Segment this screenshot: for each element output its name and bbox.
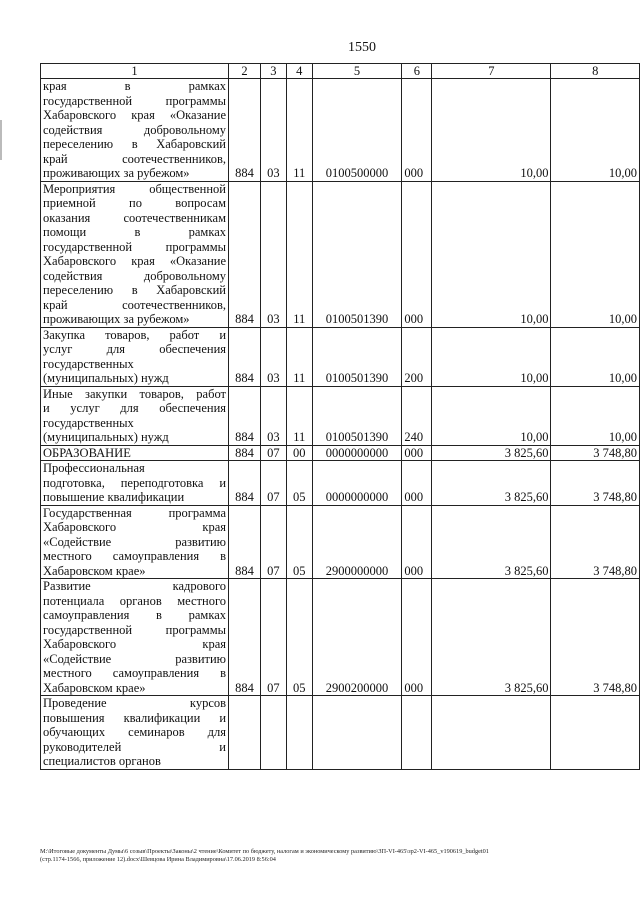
table-row (41, 579, 640, 696)
subsection-code-cell: 05 (286, 461, 312, 506)
amount-year1-cell: 3 825,60 (432, 461, 551, 506)
row-name-line: государственной программы (43, 622, 227, 637)
row-name-line: Государственная программа (43, 505, 227, 520)
row-name-line: подготовка, переподготовка и (43, 475, 227, 490)
amount-year1-cell: 3 825,60 (432, 579, 551, 696)
row-name-line: услуг для обеспечения (43, 342, 227, 356)
table-row (41, 505, 640, 579)
row-name-cell (41, 181, 229, 327)
amount-year1-cell: 10,00 (432, 79, 551, 182)
section-code-cell: 07 (260, 445, 286, 461)
amount-year2-cell: 10,00 (551, 181, 640, 327)
row-name-line: край соотечественников, (43, 297, 227, 312)
row-name-line: Развитие кадрового (43, 579, 227, 593)
table-row (41, 386, 640, 445)
row-name-line: повышение квалификации (43, 490, 185, 504)
amount-year2-cell: 10,00 (551, 386, 640, 445)
row-name-line: Профессиональная (43, 461, 145, 475)
section-code-cell: 03 (260, 181, 286, 327)
admin-code-cell: 884 (229, 181, 261, 327)
column-header: 5 (312, 64, 402, 79)
section-code-cell: 03 (260, 79, 286, 182)
amount-year2-cell: 10,00 (551, 79, 640, 182)
column-header: 4 (286, 64, 312, 79)
expense-type-cell: 200 (402, 327, 432, 386)
admin-code-cell: 884 (229, 386, 261, 445)
column-header: 1 (41, 64, 229, 79)
amount-year2-cell (551, 696, 640, 770)
row-name-line: Иные закупки товаров, работ (43, 386, 227, 401)
table-row (41, 181, 640, 327)
row-name-line: государственной программы (43, 239, 227, 254)
table-row (41, 327, 640, 386)
expense-type-cell: 000 (402, 181, 432, 327)
row-name-line: содействия добровольному (43, 268, 227, 283)
row-name-line: проживающих за рубежом» (43, 166, 190, 180)
amount-year2-cell: 10,00 (551, 327, 640, 386)
admin-code-cell: 884 (229, 461, 261, 506)
section-code-cell: 03 (260, 327, 286, 386)
expense-type-cell: 000 (402, 505, 432, 579)
row-name-line: самоуправления в рамках (43, 608, 227, 622)
amount-year1-cell: 10,00 (432, 181, 551, 327)
row-name-line: края в рамках (43, 79, 227, 93)
subsection-code-cell: 05 (286, 505, 312, 579)
row-name-line: Проведение курсов (43, 696, 227, 710)
column-header: 7 (432, 64, 551, 79)
row-name-cell (41, 579, 229, 696)
row-name-line: Хабаровского края «Оказание (43, 254, 227, 268)
row-name-line: Хабаровском крае» (43, 563, 146, 578)
expense-type-cell: 000 (402, 445, 432, 461)
row-name-line: государственных (43, 356, 134, 371)
target-article-cell: 2900000000 (312, 505, 402, 579)
admin-code-cell: 884 (229, 327, 261, 386)
admin-code-cell: 884 (229, 79, 261, 182)
target-article-cell: 0100500000 (312, 79, 402, 182)
section-code-cell: 03 (260, 386, 286, 445)
row-name-line: обучающих семинаров для (43, 725, 227, 739)
amount-year2-cell: 3 748,80 (551, 445, 640, 461)
row-name-line: переселению в Хабаровский (43, 283, 227, 297)
amount-year2-cell: 3 748,80 (551, 461, 640, 506)
row-name-line: местного самоуправления в (43, 666, 227, 680)
amount-year1-cell: 10,00 (432, 327, 551, 386)
amount-year1-cell: 10,00 (432, 386, 551, 445)
admin-code-cell: 884 (229, 505, 261, 579)
row-name-line: (муниципальных) нужд (43, 430, 169, 444)
expense-type-cell (402, 696, 432, 770)
footer-path-line: М:\Итоговые документы Думы\6 созыв\Проекты\Законы\2 чтение\Комитет по бюджету, налогам и экономическому развитию\ЗП-VI-465\зр2-VI-465_v190619_budget01 (40, 848, 489, 855)
column-header: 8 (551, 64, 640, 79)
subsection-code-cell: 11 (286, 181, 312, 327)
row-name-line: руководителей и (43, 739, 227, 754)
amount-year1-cell: 3 825,60 (432, 505, 551, 579)
expense-type-cell: 000 (402, 79, 432, 182)
row-name-line: государственной программы (43, 93, 227, 108)
subsection-code-cell (286, 696, 312, 770)
row-name-line: Мероприятия общественной (43, 181, 227, 196)
section-code-cell: 07 (260, 579, 286, 696)
row-name-line: Хабаровском крае» (43, 680, 146, 695)
subsection-code-cell: 05 (286, 579, 312, 696)
section-code-cell (260, 696, 286, 770)
row-name-line: Закупка товаров, работ и (43, 327, 227, 342)
row-name-line: Хабаровского края «Оказание (43, 108, 227, 122)
row-name-cell (41, 79, 229, 182)
row-name-line: переселению в Хабаровский (43, 137, 227, 151)
target-article-cell: 0100501390 (312, 327, 402, 386)
row-name-line: «Содействие развитию (43, 651, 227, 666)
target-article-cell: 0100501390 (312, 181, 402, 327)
row-name-line: повышения квалификации и (43, 710, 227, 725)
row-name-line: потенциала органов местного (43, 593, 227, 608)
table-row (41, 696, 640, 770)
amount-year1-cell (432, 696, 551, 770)
row-name-line: (муниципальных) нужд (43, 371, 169, 385)
table-row (41, 461, 640, 506)
section-code-cell: 07 (260, 505, 286, 579)
section-code-cell: 07 (260, 461, 286, 506)
row-name-line: приемной по вопросам (43, 196, 227, 210)
row-name-line: оказания соотечественникам (43, 210, 227, 225)
row-name-line: содействия добровольному (43, 122, 227, 137)
subsection-code-cell: 11 (286, 327, 312, 386)
row-name-line: Хабаровского края (43, 637, 227, 651)
target-article-cell: 0000000000 (312, 461, 402, 506)
row-name-line: «Содействие развитию (43, 534, 227, 549)
column-header: 3 (260, 64, 286, 79)
expense-type-cell: 000 (402, 461, 432, 506)
row-name-cell (41, 505, 229, 579)
table-row (41, 445, 640, 461)
row-name-line: Хабаровского края (43, 520, 227, 534)
expense-type-cell: 240 (402, 386, 432, 445)
amount-year2-cell: 3 748,80 (551, 505, 640, 579)
scan-edge-mark (0, 120, 2, 160)
row-name-cell (41, 461, 229, 506)
footer-info-line: (стр.1174-1566, приложение 12).docx\Шевцова Ирина Владимировна\17.06.2019 8:56:04 (40, 856, 276, 863)
admin-code-cell: 884 (229, 579, 261, 696)
subsection-code-cell: 00 (286, 445, 312, 461)
row-name-cell (41, 386, 229, 445)
table-row (41, 79, 640, 182)
row-name-line: государственных (43, 415, 134, 430)
expense-type-cell: 000 (402, 579, 432, 696)
subsection-code-cell: 11 (286, 79, 312, 182)
row-name-line: край соотечественников, (43, 151, 227, 166)
column-header: 2 (229, 64, 261, 79)
target-article-cell: 0100501390 (312, 386, 402, 445)
amount-year1-cell: 3 825,60 (432, 445, 551, 461)
row-name-line: местного самоуправления в (43, 549, 227, 563)
document-footer (40, 848, 620, 864)
target-article-cell: 2900200000 (312, 579, 402, 696)
admin-code-cell (229, 696, 261, 770)
row-name-line: ОБРАЗОВАНИЕ (43, 445, 131, 460)
budget-table (40, 63, 640, 770)
row-name-line: специалистов органов (43, 754, 161, 768)
amount-year2-cell: 3 748,80 (551, 579, 640, 696)
row-name-cell (41, 445, 229, 461)
row-name-cell (41, 696, 229, 770)
row-name-cell (41, 327, 229, 386)
header-row (41, 64, 640, 79)
target-article-cell (312, 696, 402, 770)
row-name-line: и услуг для обеспечения (43, 401, 227, 415)
row-name-line: проживающих за рубежом» (43, 312, 190, 326)
subsection-code-cell: 11 (286, 386, 312, 445)
target-article-cell: 0000000000 (312, 445, 402, 461)
row-name-line: помощи в рамках (43, 225, 227, 239)
page-number: 1550 (348, 40, 376, 55)
admin-code-cell: 884 (229, 445, 261, 461)
column-header: 6 (402, 64, 432, 79)
